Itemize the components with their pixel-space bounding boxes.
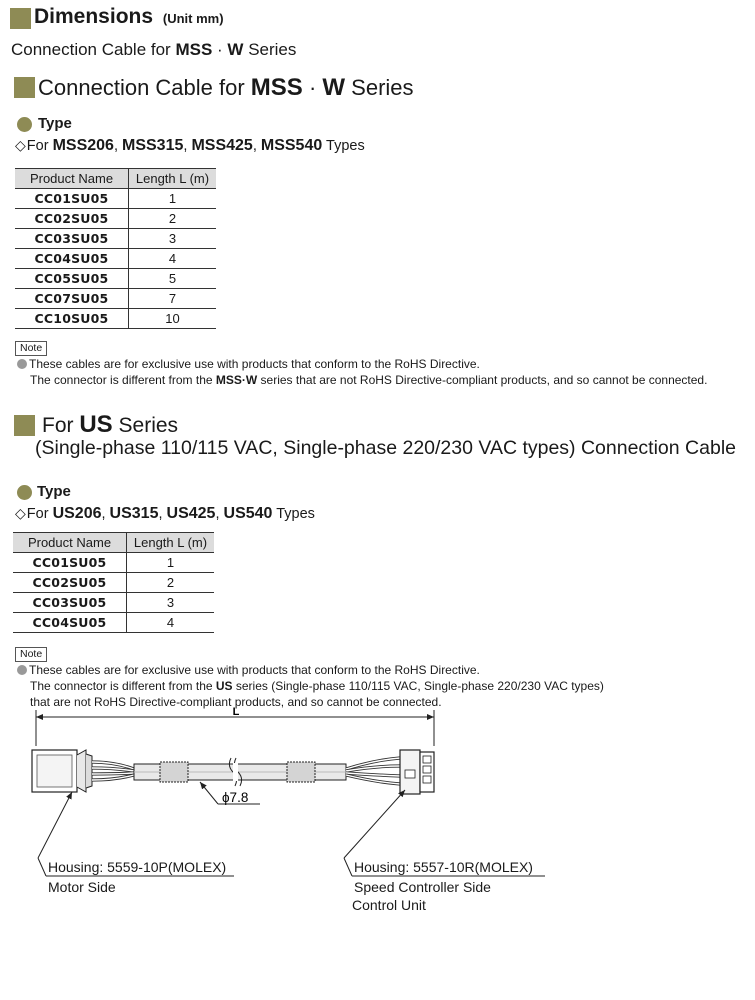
table-row: CC01SU05 1 — [13, 553, 214, 573]
left-housing-label: Housing: 5559-10P(MOLEX) — [48, 859, 227, 875]
table-row: CC10SU05 10 — [15, 309, 216, 329]
table-row: CC03SU05 3 — [15, 229, 216, 249]
unit-note: (Unit mm) — [162, 11, 224, 26]
dimension-label: L — [232, 706, 240, 718]
diamond-icon: ◇ — [15, 505, 26, 521]
note-text: These cables are for exclusive use with products that conform to the RoHS Directive. The connector is different from the US series (Single-phase 110/115 VAC, Single-phase 220/230 VAC types) that are not RoHS Directive-compliant products, and so cannot be connected. — [17, 662, 604, 710]
control-unit-label: Control Unit — [352, 897, 426, 913]
column-header: Length L (m) — [127, 533, 215, 553]
section2-heading: For US Series — [42, 411, 179, 438]
section2-heading-line2: (Single-phase 110/115 VAC, Single-phase 220/230 VAC types) Connection Cable — [35, 437, 736, 459]
table-row: CC04SU05 4 — [13, 613, 214, 633]
page-title — [34, 5, 224, 29]
table-row: CC07SU05 7 — [15, 289, 216, 309]
page-subtitle: Connection Cable for MSS · W Series — [11, 40, 297, 59]
bullet-icon — [17, 359, 27, 369]
section1-marker — [14, 77, 35, 98]
table-row: CC04SU05 4 — [15, 249, 216, 269]
type-bullet — [17, 485, 32, 500]
column-header: Product Name — [13, 533, 127, 553]
tube-right — [287, 762, 315, 782]
table-row: CC01SU05 1 — [15, 189, 216, 209]
note-text: These cables are for exclusive use with products that conform to the RoHS Directive. The connector is different from the MSS·W series that are not RoHS Directive-compliant products, and so cannot be connected. — [17, 356, 707, 388]
product-table — [15, 168, 216, 329]
note-label: Note — [15, 647, 47, 662]
table-row: CC02SU05 2 — [13, 573, 214, 593]
note-label: Note — [15, 341, 47, 356]
column-header: Length L (m) — [129, 169, 217, 189]
section2-marker — [14, 415, 35, 436]
motor-side-label: Motor Side — [48, 879, 116, 895]
for-types-line: ◇For US206, US315, US425, US540 Types — [15, 505, 315, 522]
type-label: Type — [38, 115, 72, 132]
product-table — [13, 532, 214, 633]
page-title-text: Dimensions — [34, 5, 154, 28]
table-row: CC02SU05 2 — [15, 209, 216, 229]
column-header: Product Name — [15, 169, 129, 189]
table-row: CC03SU05 3 — [13, 593, 214, 613]
table-row: CC05SU05 5 — [15, 269, 216, 289]
diameter-label: ϕ7.8 — [222, 790, 249, 805]
type-bullet — [17, 117, 32, 132]
for-types-line: ◇For MSS206, MSS315, MSS425, MSS540 Types — [15, 137, 365, 154]
title-marker — [10, 8, 31, 29]
controller-side-connector — [400, 750, 434, 794]
section1-heading: Connection Cable for MSS · W Series — [38, 74, 414, 101]
controller-side-label: Speed Controller Side — [354, 879, 491, 895]
type-label: Type — [37, 483, 71, 500]
tube-left — [160, 762, 188, 782]
right-housing-label: Housing: 5557-10R(MOLEX) — [354, 859, 533, 875]
diamond-icon: ◇ — [15, 137, 26, 153]
bullet-icon — [17, 665, 27, 675]
motor-side-connector — [32, 750, 92, 792]
